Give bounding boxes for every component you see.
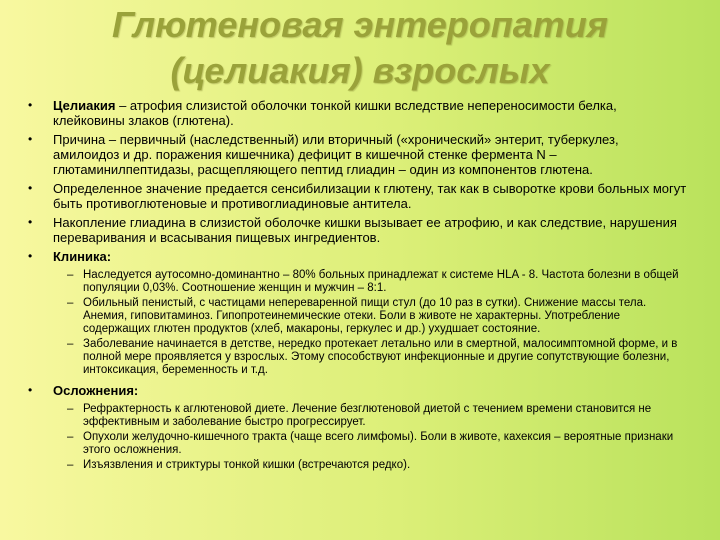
- bullet-cause: [28, 132, 688, 177]
- complications-heading: Осложнения:: [53, 383, 139, 398]
- complications-sublist: [53, 403, 688, 472]
- clinic-item: – Заболевание начинается в детстве, нередко протекает летально или в смертной, малосимптомной форме, и в полной мере проявляется у взрослых. Этому способствуют инфекционные и другие сопутствующие болезни, интоксикация, беременность и т.д.: [53, 338, 688, 377]
- slide-title: [40, 2, 680, 94]
- clinic-heading: Клиника:: [53, 249, 112, 264]
- slide-body: [28, 98, 688, 478]
- bullet-complications: [28, 383, 688, 472]
- complication-item: – Изъязвления и стриктуры тонкой кишки (встречаются редко).: [53, 459, 688, 472]
- bullet-definition: [28, 98, 688, 128]
- slide-title-line-2: (целиакия) взрослых: [170, 50, 550, 91]
- bullet-text: – атрофия слизистой оболочки тонкой кишки вследствие непереносимости белка, клейковины злаков (глютена).: [53, 98, 617, 128]
- bullet-clinic: [28, 249, 688, 377]
- complication-item: – Опухоли желудочно-кишечного тракта (чаще всего лимфомы). Боли в животе, кахексия – вероятные признаки этого осложнения.: [53, 431, 688, 457]
- bullet-lead: Целиакия: [53, 98, 116, 113]
- clinic-item: – Обильный пенистый, с частицами непереваренной пищи стул (до 10 раз в сутки). Снижение массы тела. Анемия, гиповитаминоз. Гипопротеинемические отеки. Боли в животе не характерны. Употребление содержащих глютен продуктов (хлеб, макароны, геркулес и др.) ухудшает состояние.: [53, 297, 688, 336]
- complication-item: – Рефрактерность к аглютеновой диете. Лечение безглютеновой диетой с течением времени становится не эффективным и заболевание быстро прогрессирует.: [53, 403, 688, 429]
- slide-title-line-1: Глютеновая энтеропатия: [112, 4, 608, 45]
- clinic-item: – Наследуется аутосомно-доминантно – 80% больных принадлежат к системе HLA - 8. Частота болезни в общей популяции 0,03%. Соотношение женщин и мужчин – 8:1.: [53, 269, 688, 295]
- clinic-sublist: [53, 269, 688, 377]
- bullet-accumulation: [28, 215, 688, 245]
- bullet-text: Причина – первичный (наследственный) или вторичный («хронический» энтерит, туберкулез, амилоидоз и др. поражения кишечника) дефицит в кишечной стенке фермента N – глютаминилпептидазы, расщепляющего пептид глиадин – один из компонентов глютена.: [53, 132, 619, 177]
- bullet-sensitization: [28, 181, 688, 211]
- bullet-text: Накопление глиадина в слизистой оболочке кишки вызывает ее атрофию, и как следствие, нарушения переваривания и всасывания пищевых ингредиентов.: [53, 215, 677, 245]
- main-bullet-list: [28, 98, 688, 472]
- bullet-text: Определенное значение предается сенсибилизации к глютену, так как в сыворотке крови больных могут быть противоглютеновые и противоглиадиновые антитела.: [53, 181, 687, 211]
